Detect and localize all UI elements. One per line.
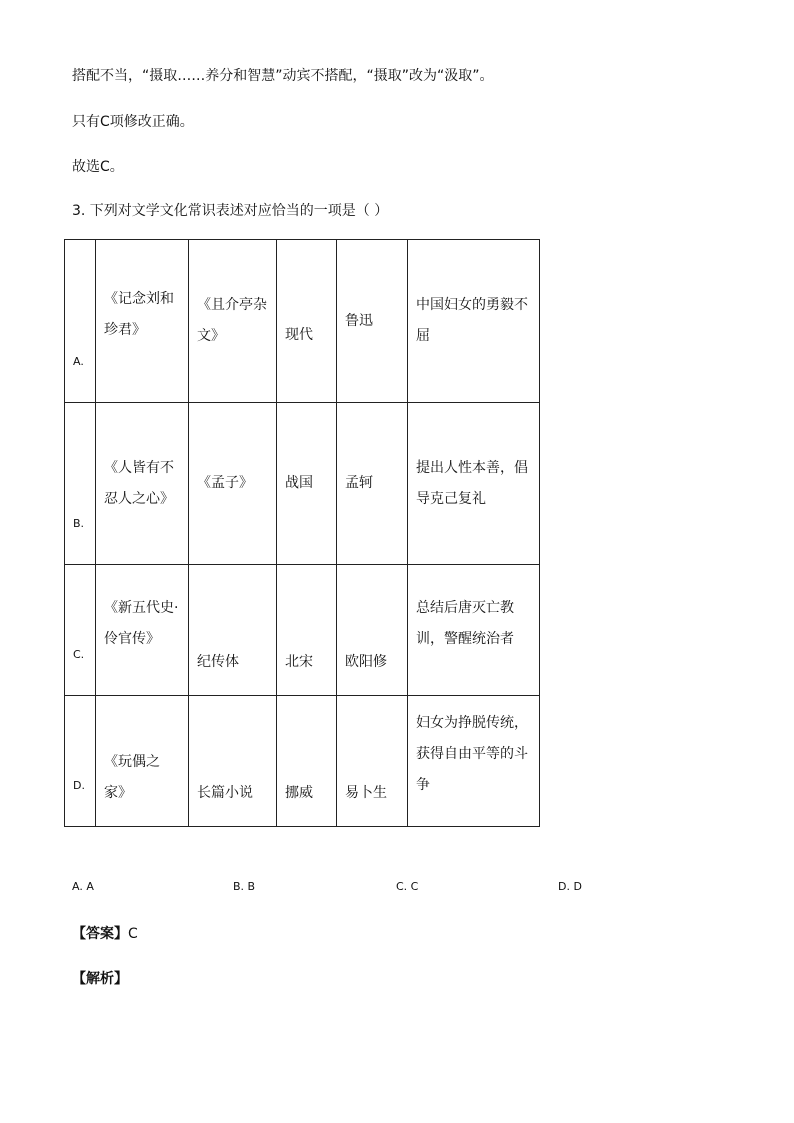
title-cell: 《玩偶之家》 [96,696,189,827]
answer-line [72,923,138,943]
option-c: C. C [396,880,419,893]
author-cell: 孟轲 [337,403,408,565]
title-cell: 《人皆有不忍人之心》 [96,403,189,565]
era-cell: 北宋 [277,565,337,696]
theme-cell: 中国妇女的勇毅不屈 [408,240,540,403]
author-cell: 易卜生 [337,696,408,827]
source-cell: 《孟子》 [189,403,277,565]
row-label: A. [65,240,96,403]
source-cell: 纪传体 [189,565,277,696]
intro-line-1: 搭配不当，“摄取……养分和智慧”动宾不搭配，“摄取”改为“汲取”。 [72,68,494,84]
author-cell: 鲁迅 [337,240,408,403]
option-b: B. B [233,880,256,893]
title-cell: 《记念刘和珍君》 [96,240,189,403]
table-row [65,240,540,403]
era-cell: 现代 [277,240,337,403]
theme-cell: 妇女为挣脱传统，获得自由平等的斗争 [408,696,540,827]
table-row [65,696,540,827]
source-cell: 《且介亭杂文》 [189,240,277,403]
theme-cell: 提出人性本善，倡导克己复礼 [408,403,540,565]
question-table [64,239,540,827]
author-cell: 欧阳修 [337,565,408,696]
theme-cell: 总结后唐灭亡教训，警醒统治者 [408,565,540,696]
answer-value: C [128,926,138,942]
intro-line-2: 只有C项修改正确。 [72,114,194,130]
row-label: D. [65,696,96,827]
option-d: D. D [558,880,582,893]
question-title: 3. 下列对文学文化常识表述对应恰当的一项是（ ） [72,203,389,219]
row-label: B. [65,403,96,565]
table-row [65,565,540,696]
row-label: C. [65,565,96,696]
intro-line-3: 故选C。 [72,159,124,175]
analysis-line [72,968,128,988]
era-cell: 战国 [277,403,337,565]
option-a: A. A [72,880,94,893]
table-row [65,403,540,565]
era-cell: 挪威 [277,696,337,827]
title-cell: 《新五代史·伶官传》 [96,565,189,696]
source-cell: 长篇小说 [189,696,277,827]
analysis-label: 【解析】 [72,971,128,987]
answer-label: 【答案】 [72,926,128,942]
